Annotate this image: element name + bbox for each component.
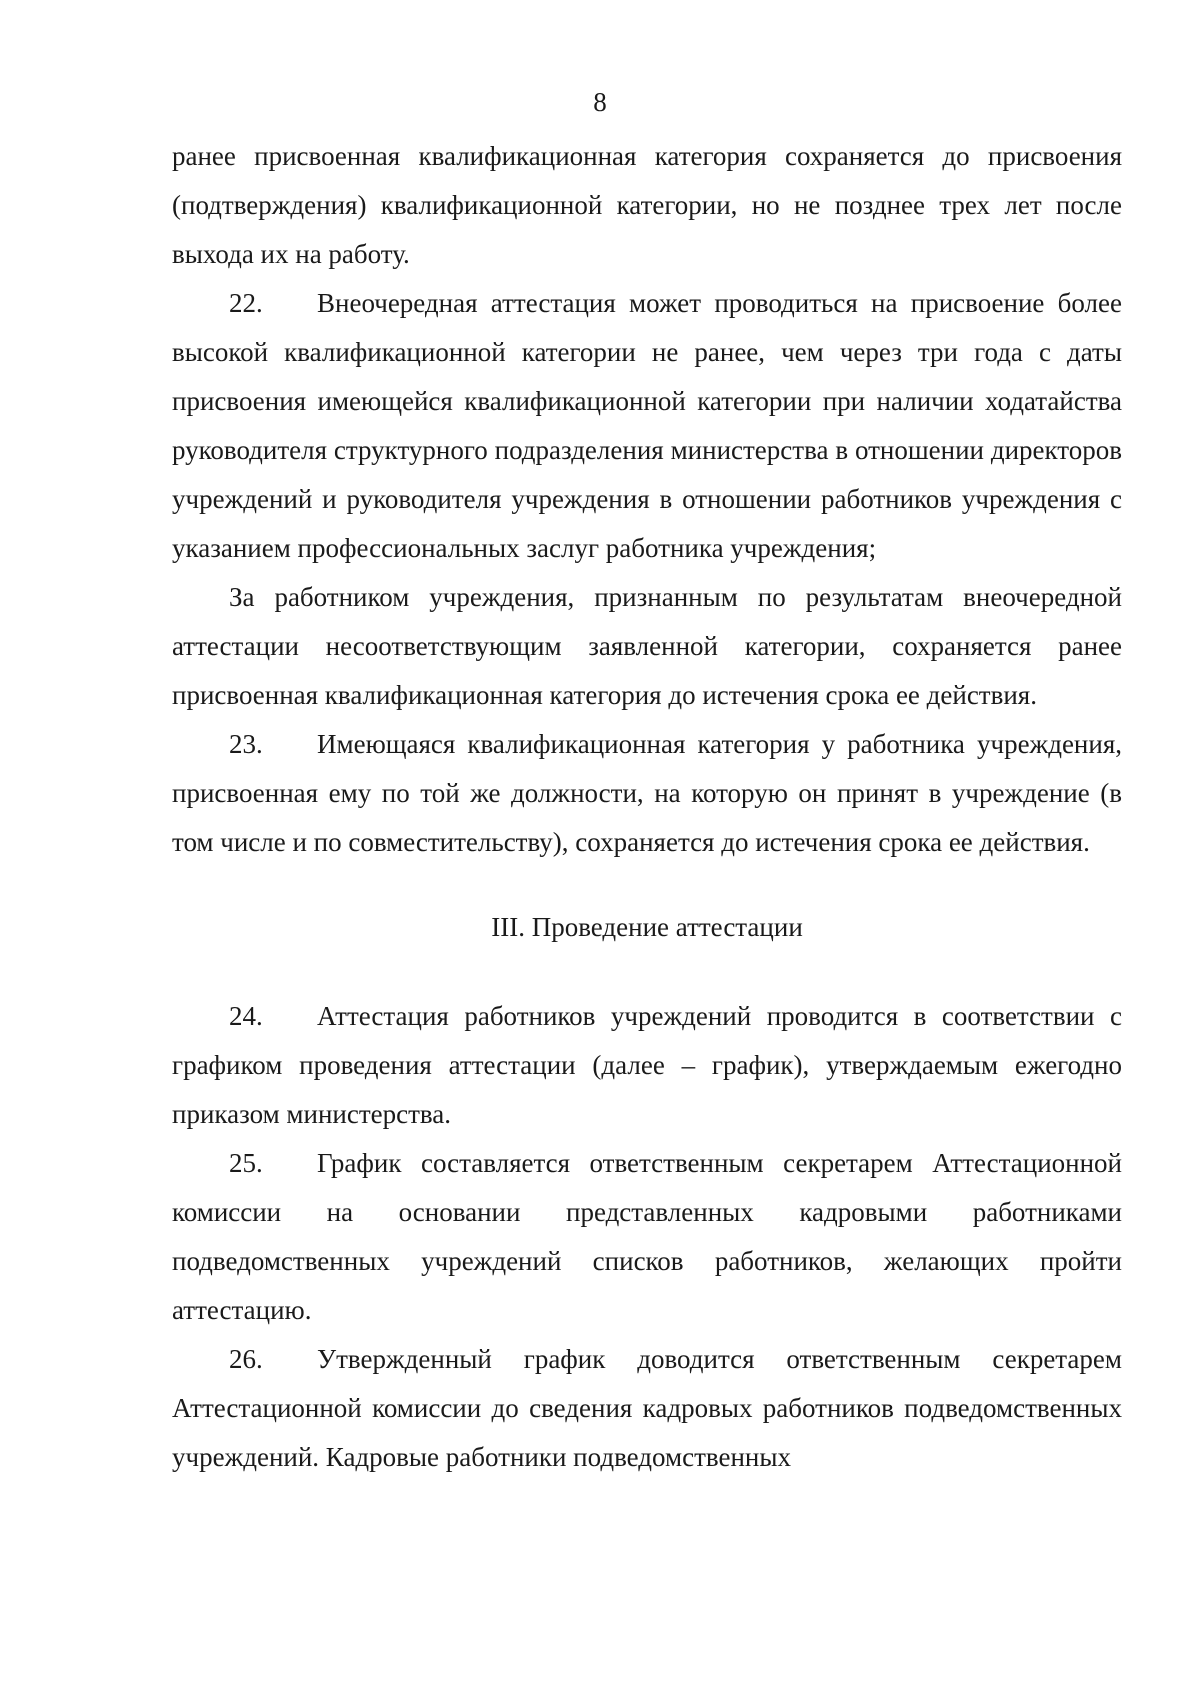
paragraph-text: Внеочередная аттестация может проводиться на присвоение более высокой квалификационной категории не ранее, чем через три года с даты присвоения имеющейся квалификационной категории при наличии ходатайства руководителя структурного подразделения министерства в отношении директоров учреждений и руководителя учреждения в отношении работников учреждения с указанием профессиональных заслуг работника учреждения;: [172, 288, 1122, 563]
paragraph-text: Имеющаяся квалификационная категория у работника учреждения, присвоенная ему по той же должности, на которую он принят в учреждение (в том числе и по совместительству), сохраняется до истечения срока ее действия.: [172, 729, 1122, 857]
paragraph-number: 26.: [229, 1344, 263, 1374]
paragraph-number: 24.: [229, 1001, 263, 1031]
paragraph-text: Аттестация работников учреждений проводится в соответствии с графиком проведения аттестации (далее – график), утверждаемым ежегодно приказом министерства.: [172, 1001, 1122, 1129]
paragraph-number: 25.: [229, 1148, 263, 1178]
paragraph-text: График составляется ответственным секретарем Аттестационной комиссии на основании представленных кадровыми работниками подведомственных учреждений списков работников, желающих пройти аттестацию.: [172, 1148, 1122, 1325]
paragraph-25: [172, 1139, 1122, 1335]
paragraph-24: [172, 992, 1122, 1139]
paragraph-22-continued: [172, 573, 1122, 720]
paragraph-22: [172, 279, 1122, 573]
section-heading: III. Проведение аттестации: [491, 912, 803, 942]
paragraph-26: [172, 1335, 1122, 1482]
paragraph-number: 22.: [229, 288, 263, 318]
document-body: [172, 132, 1122, 1482]
paragraph-text: ранее присвоенная квалификационная категория сохраняется до присвоения (подтверждения) квалификационной категории, но не позднее трех лет после выхода их на работу.: [172, 141, 1122, 269]
paragraph-continuation: [172, 132, 1122, 279]
paragraph-text: Утвержденный график доводится ответственным секретарем Аттестационной комиссии до сведения кадровых работников подведомственных учреждений. Кадровые работники подведомственных: [172, 1344, 1122, 1472]
page-number: 8: [593, 87, 607, 117]
paragraph-number: 23.: [229, 729, 263, 759]
paragraph-text: За работником учреждения, признанным по результатам внеочередной аттестации несоответствующим заявленной категории, сохраняется ранее присвоенная квалификационная категория до истечения срока ее действия.: [172, 582, 1122, 710]
paragraph-23: [172, 720, 1122, 867]
